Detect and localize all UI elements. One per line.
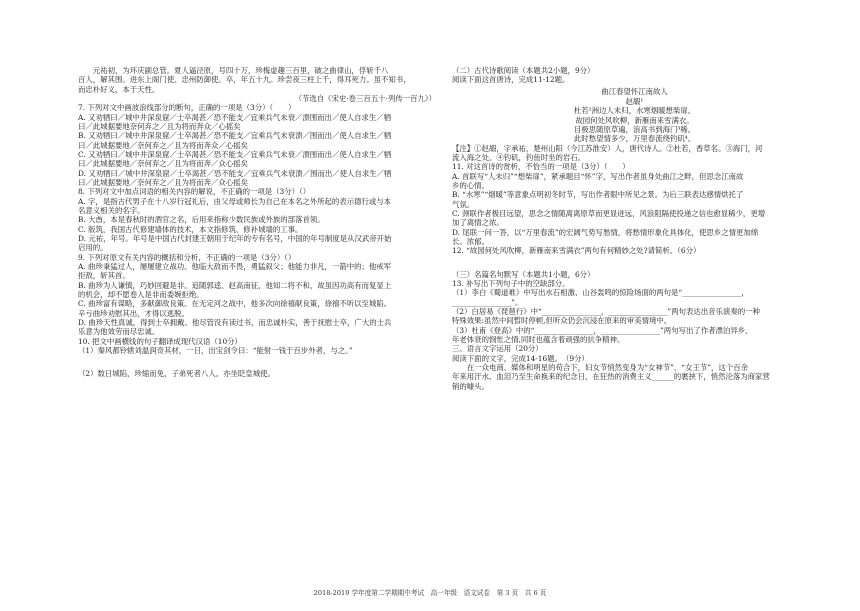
question-8-stem: 8. 下列对文中加点词语的相关内容的解说，不正确的一项是（3分）（） xyxy=(78,187,311,197)
question-13-stem: 13. 补写出下列句子中的空缺部分。 xyxy=(452,278,570,288)
question-11-stem: 11. 对这首诗的赏析，不恰当的一项是（3分）（ ） xyxy=(452,162,630,172)
q11-option-c: C. 颈联作者极目远望，思念之情随离离原草而更显迸远，风浪阻隔使投递之信也愈显稀少，更增 xyxy=(452,208,766,218)
poem-line: 故园何处风吹柳，新雁南来雪满衣。 xyxy=(575,115,694,125)
q13-item-1: （1）李白《蜀道难》中写出水石相激、山谷轰鸣的惊险场面的两句是“________________， xyxy=(452,288,749,298)
q11-option-a: A. 首联写“人未归”“想柴扉”，紧承题目“怀”字，写出作者虽身处曲江之畔，但思念江南故 xyxy=(452,171,744,181)
q7-option-d-cont: 曰／此城据要地／奈何弃之／且为将而奔／众心摇矣 xyxy=(78,177,248,187)
poem-note: 【注】①赵嘏，字承祐，楚州山阳（今江苏淮安）人，唐代诗人。②杜若，香草名。③海门，河 xyxy=(452,143,763,153)
q7-option-b: B. 又劝牺曰／城中井深泉窟／士卒渴甚／恐不能支／宜乘兵气未衰溃／围而出／使人自求生／牺 xyxy=(78,131,392,141)
q7-option-a-cont: 曰／此城据要地奈何弃之／且为将而奔众／心摇矣 xyxy=(78,121,241,131)
part-3-text: 在一众电商、媒体和明星的苟合下，妇女节悄然变身为“女神节”、“女王节”，这个百余 xyxy=(466,362,748,372)
section-3-title: （三）名篇名句默写（本题共1小题，6分） xyxy=(452,269,595,279)
section-2-title: （二）古代诗歌阅读（本题共2小题，9分） xyxy=(452,66,595,75)
q13-item-2: （2）白居易《琵琶行》中“________________，________________”两句表达出音乐演奏的一种 xyxy=(452,306,760,316)
part-3-text: 销的噱头。 xyxy=(452,381,489,391)
section-2-intro: 阅读下面这首唐诗，完成11-12题。 xyxy=(452,75,570,85)
q13-item-2-cont: 特殊效果:虽然中间暂时停顿,但听众仍会沉浸在原来的审美情境中。 xyxy=(452,316,672,326)
question-7-stem: 7. 下列对文中画波浪线部分的断句，正确的一项是（3分）（ ） xyxy=(78,103,296,113)
q8-option-c: C. 版筑，我国古代修建墙体的技术，本文指修筑、修补城墙的工事。 xyxy=(78,224,303,234)
q10-sentence-2: （2）数日城陷，珍缩而免，子弟死者八人。亦坐眨皇城使。 xyxy=(78,369,275,379)
q11-option-b: B. “水寒”“烟暖”等意象点明初冬时节，写出作者眼中所见之景。为后三联表达感情烘托了 xyxy=(452,190,744,200)
part-3-intro: 阅读下面的文字，完成14-16题。 （9分） xyxy=(452,353,589,363)
poem-note-cont: 流入海之处。④钓矶，钓鱼时坐的岩石。 xyxy=(452,152,586,162)
page-footer: 2018-2019 学年度第二学期期中考试 高一年级 语文试卷 第 3 页 共 6 页 xyxy=(313,588,547,597)
q13-item-3-cont: 年老体衰的悯怅之情,同时也蕴含着顽强的抗争精神。 xyxy=(452,334,625,344)
part-3-text: 年来用汗水、血泪乃至生命换来的纪念日，在狂热的消费主义______的裹挟下，悄然沦落为商家营 xyxy=(452,372,770,382)
question-10-stem: 10. 把文中画横线的句子翻译成现代汉语（10分） xyxy=(78,336,242,346)
question-12: 12. “故园何处风吹柳，新雁南来雪满衣”两句有何精妙之处?请简析。（6分） xyxy=(452,246,701,256)
passage-line: 而忠朴好义，本于天性。 xyxy=(78,84,160,94)
poem-title: 曲江春望怀江南故人 xyxy=(601,86,668,96)
q9-option-b: B. 曲珍为人谦慎，巧妙回避是非。追随郭逵、赵高南征，他知二将不和，故虽因功高有而复显上 xyxy=(78,280,392,290)
q13-item-3: （3）杜甫《登高》中的“________________，________________”两句写出了作者漂泊异乡、 xyxy=(452,325,753,335)
q7-option-c: C. 又劝牺曰／城中井深泉窟／士卒渴甚／恐不能支／宜乘兵气未衰／溃围而出／使人自求生／牺 xyxy=(78,149,392,159)
q8-option-b: B. 大酋，本是春秋时的酒官之名，后用来指称少数民族或外族的部落首领。 xyxy=(78,215,325,225)
passage-source: （节选自《宋史·卷三百五十·列传一百九》） xyxy=(294,93,436,103)
q9-option-b-cont: 的机会，却不愿卷入是非而委婉拒绝。 xyxy=(78,289,204,299)
passage-line: 百人，解其围。进东上阁门使、忠州防御使。卒，年五十九。珍尝夜三柱上千，得耳死力。虽不知书， xyxy=(78,75,411,85)
left-column xyxy=(78,66,436,379)
question-9-stem: 9. 下列对原文有关内容的概括和分析，不正确的一项是（3分）（） xyxy=(78,252,296,262)
q7-option-d: D. 又劝牺曰／城中井深泉窟／士卒渴甚／恐不能支／宜乘兵气未衰溃／围而出／使人自求生／牺 xyxy=(78,168,392,178)
q9-option-c: C. 曲珍富有谋略，多献御敌良策。在无定河之战中，他多次向徐禧献良策，徐禧不听以至城陷。 xyxy=(78,299,392,309)
q7-option-a: A. 又劝牺曰／城中井深泉窟／士卒渴甚／恐不能支／宜乘兵气未衰／溃围而出／使人自求生／牺 xyxy=(78,112,392,122)
poem-line: 杜若²洲边人未归，水寒烟暖想柴扉。 xyxy=(573,106,696,116)
right-column xyxy=(452,66,817,391)
q11-option-d-cont: 长、浓郁。 xyxy=(452,236,489,246)
q7-option-c-cont: 曰／此城据要地／奈何弃之／且为将而奔／众心摇矣 xyxy=(78,159,248,169)
part-3-title: 三、语言文字运用（20分） xyxy=(452,344,543,354)
q9-option-d: D. 曲珍天性真诚，得到士卒拥戴。他尽管没有读过书，而忠诚朴实，善于抚慰士卒，广大的士兵 xyxy=(78,317,392,327)
q11-option-c-cont: 加了离情之浓。 xyxy=(452,218,504,228)
q13-item-1-cont: ________________”。 xyxy=(452,297,523,307)
poem-author: 赵嘏¹ xyxy=(625,96,644,106)
poem-line: 目极思随原草遍，浪高书到海门³稀。 xyxy=(573,124,696,134)
poem-line: 此时愁望情多少，万里春流绕钓矶⁴。 xyxy=(573,134,696,144)
q8-option-a-cont: 名意义相关的名字。 xyxy=(78,205,145,215)
q8-option-d-cont: 启用的。 xyxy=(78,243,108,253)
q8-option-d: D. 元祐，年号。年号是中国古代封建王朝用于纪年的专有名号，中国的年号制度是从汉武帝开始 xyxy=(78,233,392,243)
q11-option-b-cont: 气氛。 xyxy=(452,199,475,209)
q9-option-a: A. 曲珍秉猛过人，屡屡建立战功。他临大敌而不畏，勇猛叙父；他能力非凡，一箭中的；他戒军 xyxy=(78,261,392,271)
passage-line: 元祐初，为环庆副总管。夏人逼泾原，号四十万，珍梅虚趣三百里，破之曲律山，俘斩千八 xyxy=(92,66,389,75)
q9-option-a-cont: 拒敌，斩其首。 xyxy=(78,271,130,281)
q10-sentence-1: （1）秦风都铃辖刘温润奇其材，一日，出宝剑令曰：“能射一钱于百步外者，与之。” xyxy=(78,345,353,355)
q9-option-c-cont: 辛亏曲珍劝慰其出，才得以逃脱。 xyxy=(78,308,189,318)
q7-option-b-cont: 曰／此城据要地／奈何弃之／且为将而奔众／心摇矣 xyxy=(78,140,248,150)
q11-option-d: D. 尾联一问一答，以“万里春流”的宏阔气势写愁情，将愁情形象化具体化，使思乡之情更加绵 xyxy=(452,227,759,237)
q11-option-a-cont: 乡的心情。 xyxy=(452,180,489,190)
q8-option-a: A. 字，是指古代男子在十八岁行冠礼后，由父母或师长为自己在本名之外所起的表示德行或与本 xyxy=(78,196,392,206)
q9-option-d-cont: 乐意为他效劳而尽忠诚。 xyxy=(78,327,160,337)
